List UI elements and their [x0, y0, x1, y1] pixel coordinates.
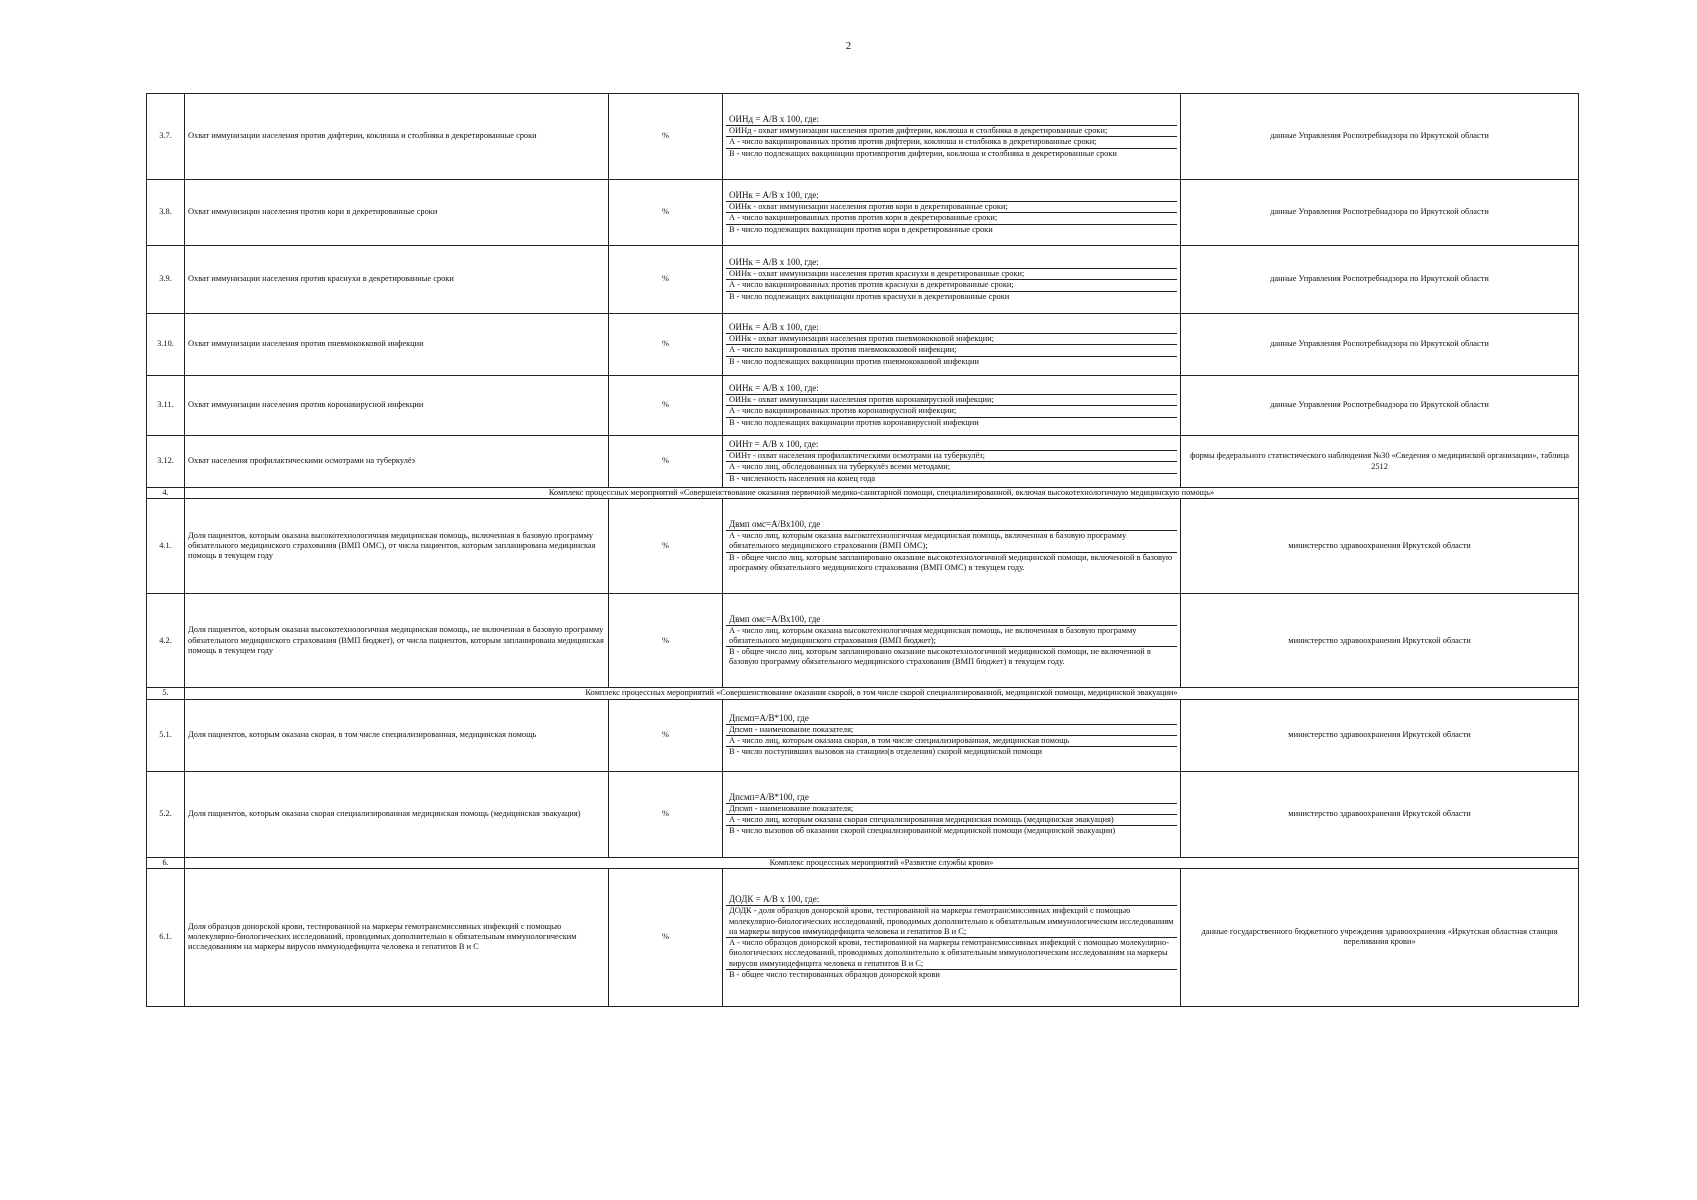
- unit-cell: %: [609, 180, 723, 246]
- indicator-name: Охват иммунизации населения против дифтерии, коклюша и столбняка в декретированные сроки: [185, 94, 609, 180]
- formula-expression: ОИНд = А/В х 100, где:: [729, 114, 819, 125]
- formula-cell: [723, 180, 1181, 246]
- indicator-number: 3.8.: [147, 180, 185, 246]
- indicator-number: 5.1.: [147, 699, 185, 771]
- formula-line: В - общее число тестированных образцов донорской крови: [726, 969, 1177, 980]
- table-row: [147, 499, 1579, 594]
- formula-line: А - число лиц, обследованных на туберкулёз всеми методами;: [726, 461, 1177, 472]
- indicator-name: Доля пациентов, которым оказана скорая специализированная медицинская помощь (медицинская эвакуация): [185, 771, 609, 857]
- data-source: формы федерального статистического наблюдения №30 «Сведения о медицинской организации», таблица 2512: [1181, 436, 1579, 488]
- formula-cell: [723, 376, 1181, 436]
- indicator-number: 3.9.: [147, 246, 185, 314]
- unit-cell: %: [609, 376, 723, 436]
- data-source: министерство здравоохранения Иркутской области: [1181, 771, 1579, 857]
- table-row: [147, 314, 1579, 376]
- formula-expression: Двмп омс=А/Вх100, где: [729, 613, 821, 624]
- formula-line: А - число лиц, которым оказана высокотехнологичная медицинская помощь, не включенная в базовую программу обязательного медицинского страхования (ВМП бюджет);: [726, 625, 1177, 647]
- formula-line: Дпсмп - наименование показателя;: [726, 803, 1177, 814]
- indicator-name: Охват иммунизации населения против коронавирусной инфекции: [185, 376, 609, 436]
- indicator-name: Охват иммунизации населения против пневмококковой инфекции: [185, 314, 609, 376]
- data-source: данные государственного бюджетного учреждения здравоохранения «Иркутская областная станция переливания крови»: [1181, 868, 1579, 1006]
- indicator-number: 4.1.: [147, 499, 185, 594]
- unit-cell: %: [609, 868, 723, 1006]
- unit-cell: %: [609, 771, 723, 857]
- data-source: данные Управления Роспотребнадзора по Иркутской области: [1181, 94, 1579, 180]
- indicator-name: Доля пациентов, которым оказана скорая, в том числе специализированная, медицинская помощь: [185, 699, 609, 771]
- table-row: [147, 94, 1579, 180]
- section-number: 5.: [147, 688, 185, 699]
- formula-line: В - число подлежащих вакцинации против коронавирусной инфекции: [726, 417, 1177, 428]
- indicator-name: Доля пациентов, которым оказана высокотехнологичная медицинская помощь, не включенная в базовую программу обязательного медицинского страхования (ВМП бюджет), от числа пациентов, которым запланирована медицинская помощь в текущем году: [185, 594, 609, 688]
- formula-line: В - общее число лиц, которым запланировано оказание высокотехнологичной медицинской помощи, не включенной в базовую программу обязательного медицинского страхования (ВМП бюджет) в текущем году.: [726, 646, 1177, 668]
- formula-expression: ОИНт = А/В х 100, где:: [729, 439, 819, 450]
- table-row: [147, 376, 1579, 436]
- formula-line: А - число вакцинированных против пневмококковой инфекции;: [726, 344, 1177, 355]
- section-title: Комплекс процессных мероприятий «Развитие службы крови»: [185, 857, 1579, 868]
- formula-line: В - число подлежащих вакцинации против кори в декретированные сроки: [726, 224, 1177, 235]
- indicator-number: 3.12.: [147, 436, 185, 488]
- formula-line: А - число вакцинированных против коронавирусной инфекции;: [726, 405, 1177, 416]
- section-row: [147, 857, 1579, 868]
- data-source: данные Управления Роспотребнадзора по Иркутской области: [1181, 376, 1579, 436]
- formula-line: В - число поступивших вызовов на станцию(в отделения) скорой медицинской помощи: [726, 746, 1177, 757]
- formula-line: ОИНк - охват иммунизации населения против кори в декретированные сроки;: [726, 201, 1177, 212]
- formula-cell: [723, 436, 1181, 488]
- indicator-name: Доля пациентов, которым оказана высокотехнологичная медицинская помощь, включенная в базовую программу обязательного медицинского страхования (ВМП ОМС), от числа пациентов, которым запланирована медицинская помощь в текущем году: [185, 499, 609, 594]
- unit-cell: %: [609, 499, 723, 594]
- section-title: Комплекс процессных мероприятий «Совершенствование оказания первичной медико-санитарной помощи, специализированной, включая высокотехнологичную медицинскую помощь»: [185, 488, 1579, 499]
- section-title: Комплекс процессных мероприятий «Совершенствование оказания скорой, в том числе скорой специализированной, медицинской помощи, медицинской эвакуации»: [185, 688, 1579, 699]
- formula-cell: [723, 771, 1181, 857]
- indicator-name: Охват населения профилактическими осмотрами на туберкулёз: [185, 436, 609, 488]
- unit-cell: %: [609, 94, 723, 180]
- formula-line: ОИНк - охват иммунизации населения против пневмококковой инфекции;: [726, 333, 1177, 344]
- section-row: [147, 488, 1579, 499]
- formula-line: В - число подлежащих вакцинации против пневмококковой инфекции: [726, 356, 1177, 367]
- data-source: данные Управления Роспотребнадзора по Иркутской области: [1181, 246, 1579, 314]
- data-source: министерство здравоохранения Иркутской области: [1181, 699, 1579, 771]
- table-row: [147, 699, 1579, 771]
- indicators-table: [146, 93, 1579, 1007]
- formula-cell: [723, 499, 1181, 594]
- indicator-number: 3.11.: [147, 376, 185, 436]
- indicator-number: 6.1.: [147, 868, 185, 1006]
- section-number: 6.: [147, 857, 185, 868]
- formula-line: ОИНк - охват иммунизации населения против коронавирусной инфекции;: [726, 394, 1177, 405]
- formula-line: В - число вызовов об оказании скорой специализированной медицинской помощи (медицинской эвакуации): [726, 825, 1177, 836]
- formula-cell: [723, 699, 1181, 771]
- formula-expression: ОИНк = А/В х 100, где:: [729, 190, 819, 201]
- formula-line: А - число вакцинированных против против дифтерии, коклюша и столбняка в декретированные сроки;: [726, 136, 1177, 147]
- formula-line: ОИНд - охват иммунизации населения против дифтерии, коклюша и столбняка в декретированные сроки;: [726, 125, 1177, 136]
- formula-line: А - число лиц, которым оказана скорая, в том числе специализированная, медицинская помощь: [726, 735, 1177, 746]
- unit-cell: %: [609, 246, 723, 314]
- formula-line: А - число образцов донорской крови, тестированной на маркеры гемотрансмиссивных инфекций с помощью молекулярно-биологических исследований, проводимых дополнительно к обязательным иммунологическим исследованиям на маркеры вирусов иммунодефицита человека и гепатитов В и С;: [726, 937, 1177, 969]
- formula-line: В - число подлежащих вакцинации противпротив дифтерии, коклюша и столбняка в декретированные сроки: [726, 148, 1177, 159]
- unit-cell: %: [609, 314, 723, 376]
- indicator-number: 4.2.: [147, 594, 185, 688]
- formula-expression: ОИНк = А/В х 100, где:: [729, 257, 819, 268]
- formula-cell: [723, 594, 1181, 688]
- formula-expression: ОИНк = А/В х 100, где:: [729, 383, 819, 394]
- indicator-name: Доля образцов донорской крови, тестированной на маркеры гемотрансмиссивных инфекций с помощью молекулярно-биологических исследований, проводимых дополнительно к обязательным иммунологическим исследованиям на маркеры вирусов иммунодефицита человека и гепатитов В и С: [185, 868, 609, 1006]
- table-row: [147, 771, 1579, 857]
- formula-line: А - число лиц, которым оказана скорая специализированная медицинская помощь (медицинская эвакуация): [726, 814, 1177, 825]
- formula-line: Дпсмп - наименование показателя;: [726, 724, 1177, 735]
- data-source: данные Управления Роспотребнадзора по Иркутской области: [1181, 180, 1579, 246]
- table-row: [147, 436, 1579, 488]
- formula-cell: [723, 94, 1181, 180]
- data-source: министерство здравоохранения Иркутской области: [1181, 594, 1579, 688]
- indicator-number: 3.7.: [147, 94, 185, 180]
- formula-line: ОИНт - охват населения профилактическими осмотрами на туберкулёз;: [726, 450, 1177, 461]
- formula-expression: Дпсмп=А/В*100, где: [729, 712, 809, 723]
- indicator-number: 3.10.: [147, 314, 185, 376]
- table-row: [147, 594, 1579, 688]
- data-source: министерство здравоохранения Иркутской области: [1181, 499, 1579, 594]
- page-number: 2: [845, 40, 852, 52]
- table-row: [147, 180, 1579, 246]
- unit-cell: %: [609, 436, 723, 488]
- formula-expression: Дпсмп=А/В*100, где: [729, 791, 809, 802]
- formula-cell: [723, 314, 1181, 376]
- formula-line: В - численность населения на конец года: [726, 473, 1177, 484]
- section-number: 4.: [147, 488, 185, 499]
- formula-line: А - число вакцинированных против против кори в декретированные сроки;: [726, 212, 1177, 223]
- formula-line: А - число вакцинированных против против краснухи в декретированные сроки;: [726, 279, 1177, 290]
- table-row: [147, 246, 1579, 314]
- table-row: [147, 868, 1579, 1006]
- indicators-table-body: [147, 94, 1579, 1007]
- unit-cell: %: [609, 594, 723, 688]
- formula-line: ДОДК - доля образцов донорской крови, тестированной на маркеры гемотрансмиссивных инфекций с помощью молекулярно-биологических исследований, проводимых дополнительно к обязательным иммунологическим исследованиям на маркеры вирусов иммунодефицита человека и гепатитов В и С;: [726, 905, 1177, 937]
- indicator-name: Охват иммунизации населения против краснухи в декретированные сроки: [185, 246, 609, 314]
- formula-cell: [723, 246, 1181, 314]
- section-row: [147, 688, 1579, 699]
- unit-cell: %: [609, 699, 723, 771]
- formula-line: А - число лиц, которым оказана высокотехнологичная медицинская помощь, включенная в базовую программу обязательного медицинского страхования (ВМП ОМС);: [726, 530, 1177, 552]
- formula-expression: ОИНк = А/В х 100, где:: [729, 322, 819, 333]
- formula-cell: [723, 868, 1181, 1006]
- formula-expression: Двмп омс=А/Вх100, где: [729, 519, 821, 530]
- formula-line: В - число подлежащих вакцинации против краснухи в декретированные сроки: [726, 291, 1177, 302]
- indicator-number: 5.2.: [147, 771, 185, 857]
- formula-line: ОИНк - охват иммунизации населения против краснухи в декретированные сроки;: [726, 268, 1177, 279]
- data-source: данные Управления Роспотребнадзора по Иркутской области: [1181, 314, 1579, 376]
- formula-line: В - общее число лиц, которым запланировано оказание высокотехнологичной медицинской помощи, включенной в базовую программу обязательного медицинского страхования (ВМП ОМС) в текущем году.: [726, 552, 1177, 574]
- formula-expression: ДОДК = А/В х 100, где:: [729, 894, 820, 905]
- indicator-name: Охват иммунизации населения против кори в декретированные сроки: [185, 180, 609, 246]
